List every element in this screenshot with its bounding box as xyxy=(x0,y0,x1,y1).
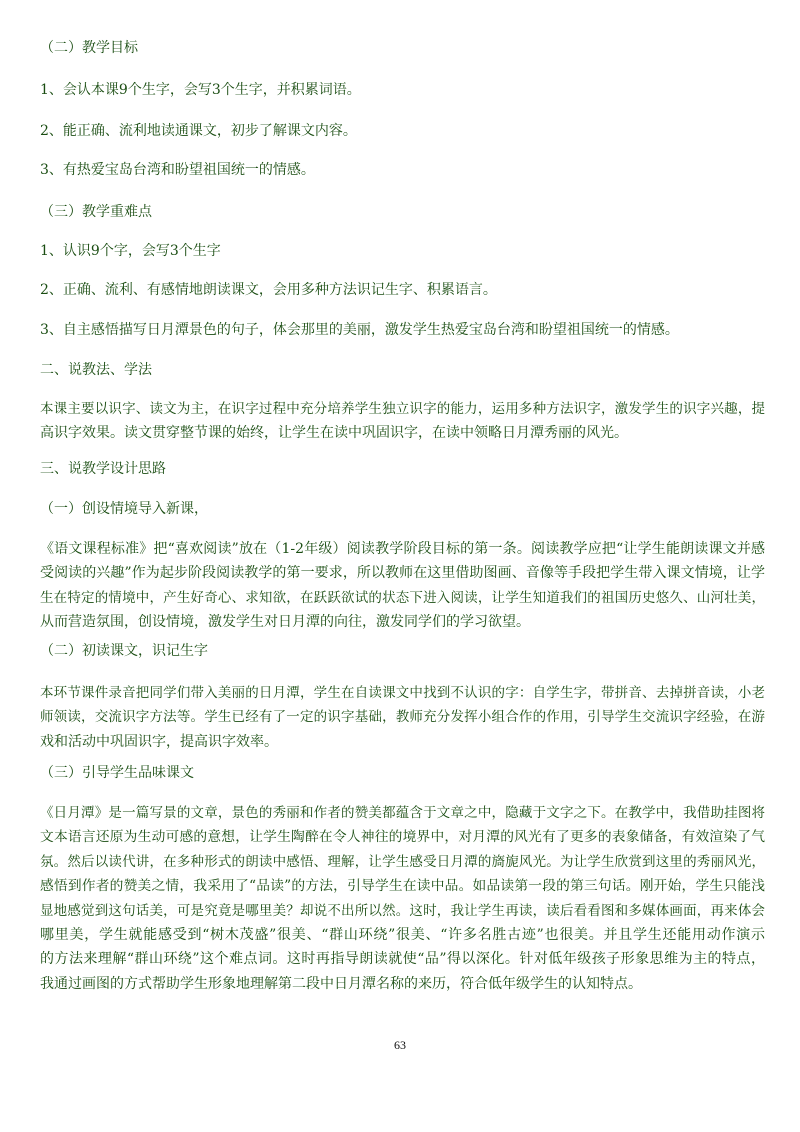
key-point-1: 1、认识9个字，会写3个生字 xyxy=(40,243,221,259)
text-line: 《日月潭》是一篇写景的文章，景色的秀丽和作者的赞美都蕴含于文章之中，隐藏于文字之下。在教学中，我借助挂图将 xyxy=(40,805,765,821)
text-line: 师领读，交流识字方法等。学生已经有了一定的识字基础，教师充分发挥小组合作的作用，引导学生交流识字经验，在游 xyxy=(40,709,765,726)
text-line: 生在特定的情境中，产生好奇心、求知欲，在跃跃欲试的状态下进入阅读，让学生知道我们的祖国历史悠久、山河壮美， xyxy=(40,589,765,606)
text-line: 氛。然后以读代讲，在多种形式的朗读中感悟、理解，让学生感受日月潭的旖旎风光。为让学生欣赏到这里的秀丽风光， xyxy=(40,853,765,870)
section-key-points-heading: （三）教学重难点 xyxy=(40,204,152,220)
text-line: 本课主要以识字、读文为主，在识字过程中充分培养学生独立识字的能力，运用多种方法识字，激发学生的识字兴趣，提 xyxy=(40,401,765,417)
text-line: 感悟到作者的赞美之情，我采用了“品读”的方法，引导学生在读中品。如品读第一段的第三句话。刚开始，学生只能浅 xyxy=(40,878,765,895)
text-line: 受阅读的兴趣”作为起步阶段阅读教学的第一要求，所以教师在这里借助图画、音像等手段把学生带入课文情境，让学 xyxy=(40,565,765,582)
design-step-3-heading: （三）引导学生品味课文 xyxy=(40,765,194,781)
section-methods-heading: 二、说教法、学法 xyxy=(40,362,152,378)
methods-paragraph xyxy=(40,397,765,446)
section-design-heading: 三、说教学设计思路 xyxy=(40,461,166,477)
goal-item-2: 2、能正确、流利地读通课文，初步了解课文内容。 xyxy=(40,123,357,139)
key-point-2: 2、正确、流利、有感情地朗读课文，会用多种方法识记生字、积累语言。 xyxy=(40,282,497,298)
design-step-2-paragraph xyxy=(40,681,765,754)
text-line: 高识字效果。读文贯穿整节课的始终，让学生在读中巩固识字，在读中领略日月潭秀丽的风光。 xyxy=(40,425,628,442)
key-point-3: 3、自主感悟描写日月潭景色的句子，体会那里的美丽，激发学生热爱宝岛台湾和盼望祖国统一的情感。 xyxy=(40,322,679,338)
design-step-3-paragraph xyxy=(40,801,765,996)
page-number: 63 xyxy=(394,1038,406,1052)
text-line: 显地感觉到这句话美，可是究竟是哪里美？却说不出所以然。这时，我让学生再读，读后看看图和多媒体画面，再来体会 xyxy=(40,902,765,919)
text-line: 戏和活动中巩固识字，提高识字效率。 xyxy=(40,733,278,750)
design-step-1-heading: （一）创设情境导入新课， xyxy=(40,501,208,517)
text-line: 我通过画图的方式帮助学生形象地理解第二段中日月潭名称的来历，符合低年级学生的认知特点。 xyxy=(40,975,642,992)
text-line: 文本语言还原为生动可感的意想，让学生陶醉在令人神往的境界中，对月潭的风光有了更多的表象储备，有效渲染了气 xyxy=(40,829,765,846)
text-line: 哪里美，学生就能感受到“树木茂盛”很美、“群山环绕”很美、“许多名胜古迹”也很美。并且学生还能用动作演示 xyxy=(40,927,765,944)
text-line: 从而营造氛围，创设情境，激发学生对日月潭的向往，激发同学们的学习欲望。 xyxy=(40,614,530,631)
design-step-1-paragraph xyxy=(40,537,765,635)
text-line: 本环节课件录音把同学们带入美丽的日月潭，学生在自读课文中找到不认识的字：自学生字，带拼音、去掉拼音读，小老 xyxy=(40,685,765,701)
text-line: 的方法来理解“群山环绕”这个难点词。这时再指导朗读就使“品”得以深化。针对低年级孩子形象思维为主的特点， xyxy=(40,951,765,968)
section-teaching-goals-heading: （二）教学目标 xyxy=(40,40,138,56)
goal-item-1: 1、会认本课9个生字，会写3个生字，并积累词语。 xyxy=(40,82,361,98)
design-step-2-heading: （二）初读课文，识记生字 xyxy=(40,643,208,659)
goal-item-3: 3、有热爱宝岛台湾和盼望祖国统一的情感。 xyxy=(40,162,315,178)
text-line: 《语文课程标准》把“喜欢阅读”放在（1-2年级）阅读教学阶段目标的第一条。阅读教学应把“让学生能朗读课文并感 xyxy=(40,541,765,557)
